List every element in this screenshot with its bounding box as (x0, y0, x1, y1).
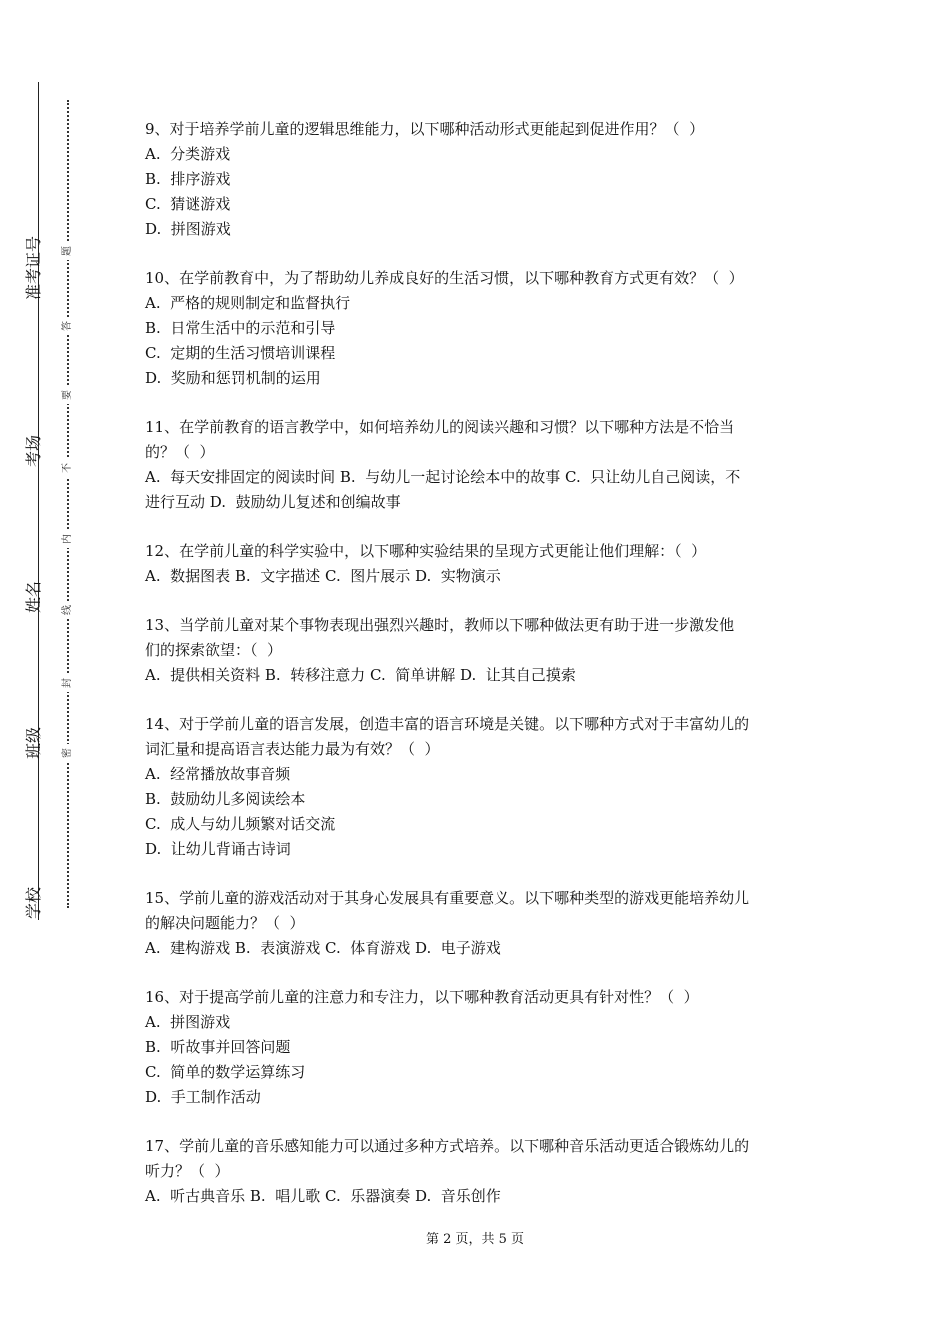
question-stem-cont: 们的探索欲望：（ ） (145, 641, 283, 659)
option-b: B. 排序游戏 (145, 170, 231, 188)
seal-char: 密 (60, 744, 76, 762)
option-a: A. 分类游戏 (145, 145, 231, 163)
question-stem: 14、对于学前儿童的语言发展，创造丰富的语言环境是关键。以下哪种方式对于丰富幼儿的 (145, 715, 750, 733)
question-stem: 12、在学前儿童的科学实验中，以下哪种实验结果的呈现方式更能让他们理解：（ ） (145, 542, 707, 560)
question-stem-cont: 听力？（ ） (145, 1162, 230, 1180)
class-label: 班级 (24, 726, 43, 759)
name-label: 姓名 (24, 580, 43, 613)
options-line: 进行互动 D. 鼓励幼儿复述和创编故事 (145, 493, 401, 511)
option-b: B. 鼓励幼儿多阅读绘本 (145, 790, 306, 808)
question-12 (145, 539, 813, 589)
option-b: B. 听故事并回答问题 (145, 1038, 291, 1056)
question-16 (145, 985, 813, 1110)
question-stem: 10、在学前教育中，为了帮助幼儿养成良好的生活习惯，以下哪种教育方式更有效？（ ） (145, 269, 744, 287)
question-stem: 11、在学前教育的语言教学中，如何培养幼儿的阅读兴趣和习惯？以下哪种方法是不恰当 (145, 418, 735, 436)
page-number: 第 2 页，共 5 页 (425, 1232, 525, 1247)
seal-char: 线 (60, 601, 76, 619)
option-d: D. 让幼儿背诵古诗词 (145, 840, 291, 858)
question-stem-cont: 的？（ ） (145, 443, 215, 461)
option-c: C. 猜谜游戏 (145, 195, 231, 213)
question-11 (145, 415, 813, 515)
options-line: A. 听古典音乐 B. 唱儿歌 C. 乐器演奏 D. 音乐创作 (145, 1187, 501, 1205)
exam-room-label: 考场 (24, 434, 43, 467)
school-label: 学校 (24, 886, 43, 919)
seal-char: 封 (60, 674, 76, 692)
option-c: C. 定期的生活习惯培训课程 (145, 344, 336, 362)
option-b: B. 日常生活中的示范和引导 (145, 319, 336, 337)
question-9 (145, 117, 813, 242)
option-d: D. 奖励和惩罚机制的运用 (145, 369, 321, 387)
question-stem-cont: 词汇量和提高语言表达能力最为有效？（ ） (145, 740, 440, 758)
seal-char: 题 (60, 242, 76, 260)
seal-char: 内 (60, 530, 76, 548)
question-10 (145, 266, 813, 391)
question-list (145, 117, 813, 1233)
question-stem: 17、学前儿童的音乐感知能力可以通过多种方式培养。以下哪种音乐活动更适合锻炼幼儿的 (145, 1137, 750, 1155)
question-stem: 16、对于提高学前儿童的注意力和专注力，以下哪种教育活动更具有针对性？（ ） (145, 988, 699, 1006)
seal-dotted-line (67, 100, 69, 908)
question-17 (145, 1134, 813, 1209)
option-d: D. 拼图游戏 (145, 220, 231, 238)
option-a: A. 拼图游戏 (145, 1013, 231, 1031)
option-d: D. 手工制作活动 (145, 1088, 261, 1106)
seal-char: 答 (60, 317, 76, 335)
option-c: C. 简单的数学运算练习 (145, 1063, 306, 1081)
exam-number-label: 准考证号 (24, 235, 43, 300)
option-c: C. 成人与幼儿频繁对话交流 (145, 815, 336, 833)
options-line: A. 数据图表 B. 文字描述 C. 图片展示 D. 实物演示 (145, 567, 501, 585)
options-line: A. 建构游戏 B. 表演游戏 C. 体育游戏 D. 电子游戏 (145, 939, 501, 957)
margin-solid-line (38, 82, 39, 920)
options-line: A. 提供相关资料 B. 转移注意力 C. 简单讲解 D. 让其自己摸索 (145, 666, 576, 684)
question-13 (145, 613, 813, 688)
question-stem: 15、学前儿童的游戏活动对于其身心发展具有重要意义。以下哪种类型的游戏更能培养幼儿 (145, 889, 750, 907)
question-stem-cont: 的解决问题能力？（ ） (145, 914, 305, 932)
question-14 (145, 712, 813, 862)
option-a: A. 严格的规则制定和监督执行 (145, 294, 351, 312)
question-15 (145, 886, 813, 961)
option-a: A. 经常播放故事音频 (145, 765, 291, 783)
seal-char: 要 (60, 386, 76, 404)
question-stem: 13、当学前儿童对某个事物表现出强烈兴趣时，教师以下哪种做法更有助于进一步激发他 (145, 616, 735, 634)
question-stem: 9、对于培养学前儿童的逻辑思维能力，以下哪种活动形式更能起到促进作用？（ ） (145, 120, 705, 138)
seal-char: 不 (60, 459, 76, 477)
options-line: A. 每天安排固定的阅读时间 B. 与幼儿一起讨论绘本中的故事 C. 只让幼儿自己阅读，不 (145, 468, 741, 486)
